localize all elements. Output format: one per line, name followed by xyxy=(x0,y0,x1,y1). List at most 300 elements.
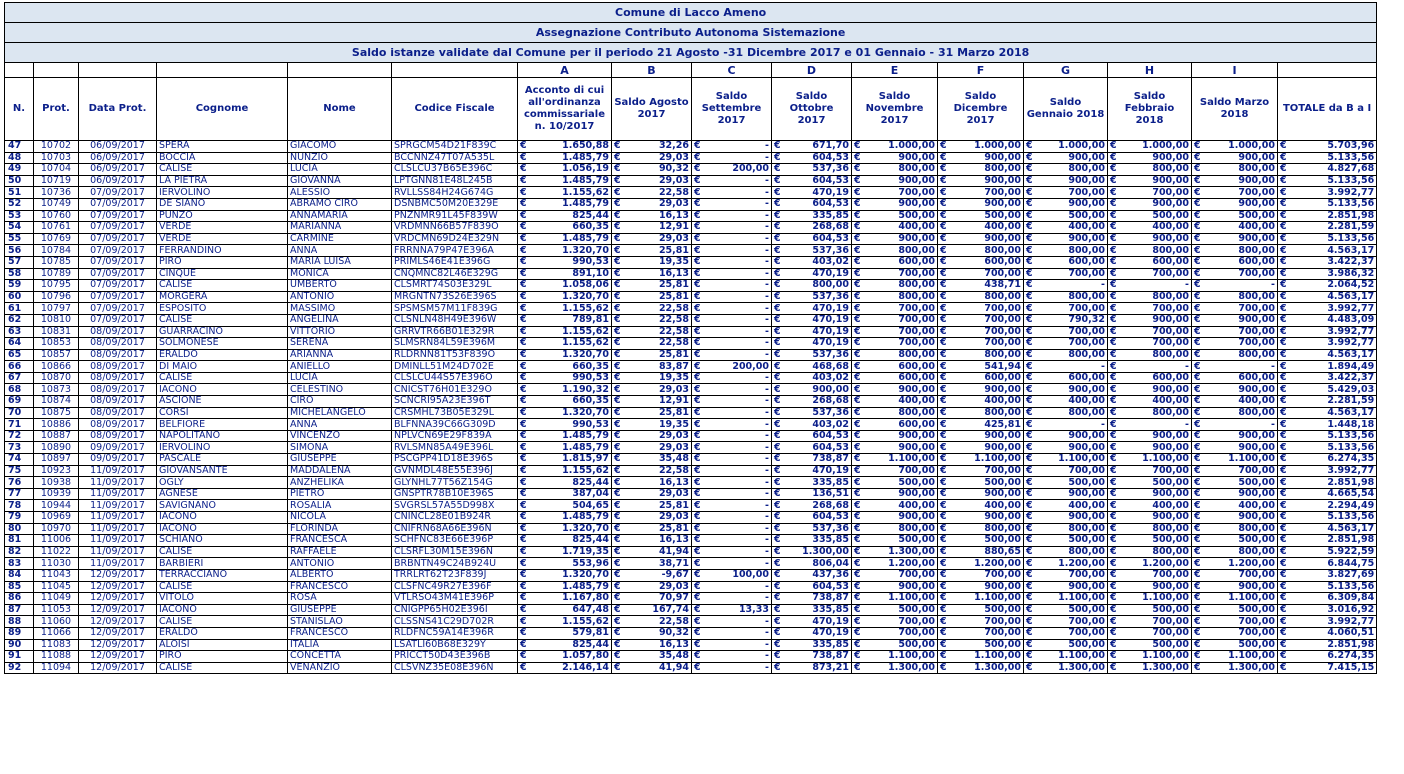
currency-symbol: € xyxy=(1110,650,1117,662)
amount: 3.986,32 xyxy=(1327,268,1375,279)
amount: 136,51 xyxy=(812,488,849,500)
cell-saldo-marzo xyxy=(1192,430,1278,442)
currency-symbol: € xyxy=(1026,627,1033,639)
cell-saldo-agosto xyxy=(612,314,692,326)
cell-saldo-novembre xyxy=(852,164,938,176)
cell-acconto xyxy=(518,662,612,674)
cell-acconto xyxy=(518,303,612,315)
cell-saldo-novembre xyxy=(852,256,938,268)
amount: 1.300,00 xyxy=(974,662,1021,674)
amount: 700,00 xyxy=(898,268,935,279)
cell-n: 57 xyxy=(5,256,34,268)
cell-data-prot: 08/09/2017 xyxy=(79,419,157,431)
cell-saldo-settembre xyxy=(692,488,772,500)
letter-g: G xyxy=(1024,63,1108,78)
amount: 1.485,79 xyxy=(562,175,609,187)
amount: 647,48 xyxy=(572,604,609,616)
currency-symbol: € xyxy=(520,372,527,384)
cell-prot: 11088 xyxy=(34,651,79,663)
cell-saldo-settembre xyxy=(692,164,772,176)
amount: - xyxy=(765,615,769,627)
cell-saldo-agosto xyxy=(612,245,692,257)
amount: 3.422,37 xyxy=(1327,372,1375,384)
currency-symbol: € xyxy=(854,372,861,384)
amount: 800,00 xyxy=(984,523,1021,534)
amount: 604,53 xyxy=(812,198,849,210)
cell-codice-fiscale: BLFNNA39C66G309D xyxy=(392,419,518,431)
cell-saldo-settembre xyxy=(692,303,772,315)
header-n: N. xyxy=(5,78,34,141)
cell-nome: VINCENZO xyxy=(288,430,392,442)
amount: 604,53 xyxy=(812,430,849,442)
amount: 6.274,35 xyxy=(1327,453,1375,465)
amount: 900,00 xyxy=(1238,175,1275,187)
currency-symbol: € xyxy=(940,372,947,384)
amount: 900,00 xyxy=(984,511,1021,523)
currency-symbol: € xyxy=(614,210,621,221)
currency-symbol: € xyxy=(1194,557,1201,569)
currency-symbol: € xyxy=(940,326,947,337)
cell-nome: MICHELANGELO xyxy=(288,407,392,419)
currency-symbol: € xyxy=(520,163,527,175)
currency-symbol: € xyxy=(940,279,947,291)
amount: 1.719,35 xyxy=(562,546,609,558)
cell-saldo-marzo xyxy=(1192,152,1278,164)
currency-symbol: € xyxy=(520,534,527,546)
amount: 5.133,56 xyxy=(1327,233,1375,245)
cell-saldo-dicembre xyxy=(938,488,1024,500)
cell-saldo-dicembre xyxy=(938,164,1024,176)
table-row xyxy=(5,164,1377,176)
cell-totale xyxy=(1278,326,1377,338)
amount: 900,00 xyxy=(1152,430,1189,442)
amount: 470,19 xyxy=(812,337,849,349)
currency-symbol: € xyxy=(1110,372,1117,384)
cell-saldo-febbraio xyxy=(1108,198,1192,210)
cell-saldo-settembre xyxy=(692,152,772,164)
amount: 700,00 xyxy=(1238,268,1275,279)
cell-nome: ANIELLO xyxy=(288,361,392,373)
amount: 500,00 xyxy=(898,476,935,488)
amount: 425,81 xyxy=(984,418,1021,430)
cell-acconto xyxy=(518,558,612,570)
cell-cognome: ESPOSITO xyxy=(157,303,288,315)
currency-symbol: € xyxy=(854,210,861,221)
cell-nome: ANTONIO xyxy=(288,291,392,303)
currency-symbol: € xyxy=(1280,326,1287,337)
amount: 335,85 xyxy=(812,639,849,650)
table-row xyxy=(5,314,1377,326)
cell-data-prot: 07/09/2017 xyxy=(79,314,157,326)
cell-saldo-ottobre xyxy=(772,141,852,153)
currency-symbol: € xyxy=(774,534,781,546)
amount: 600,00 xyxy=(898,418,935,430)
currency-symbol: € xyxy=(854,488,861,500)
currency-symbol: € xyxy=(1110,499,1117,511)
cell-saldo-febbraio xyxy=(1108,314,1192,326)
cell-prot: 10887 xyxy=(34,430,79,442)
cell-saldo-agosto xyxy=(612,454,692,466)
currency-symbol: € xyxy=(1194,523,1201,534)
cell-nome: ITALIA xyxy=(288,639,392,651)
cell-saldo-novembre xyxy=(852,512,938,524)
amount: 4.563,17 xyxy=(1327,349,1375,360)
amount: 1.485,79 xyxy=(562,152,609,163)
table-row xyxy=(5,627,1377,639)
amount: 900,00 xyxy=(1152,488,1189,500)
currency-symbol: € xyxy=(1280,465,1287,476)
table-row xyxy=(5,233,1377,245)
cell-saldo-dicembre xyxy=(938,442,1024,454)
cell-saldo-novembre xyxy=(852,477,938,489)
cell-prot: 10866 xyxy=(34,361,79,373)
currency-symbol: € xyxy=(520,349,527,360)
currency-symbol: € xyxy=(614,650,621,662)
cell-saldo-febbraio xyxy=(1108,442,1192,454)
amount: 537,36 xyxy=(812,244,849,256)
currency-symbol: € xyxy=(1110,441,1117,453)
currency-symbol: € xyxy=(1280,140,1287,152)
cell-acconto xyxy=(518,569,612,581)
amount: 335,85 xyxy=(812,534,849,546)
table-row xyxy=(5,338,1377,350)
cell-data-prot: 06/09/2017 xyxy=(79,164,157,176)
cell-saldo-novembre xyxy=(852,198,938,210)
amount: 468,68 xyxy=(812,360,849,372)
cell-data-prot: 06/09/2017 xyxy=(79,175,157,187)
currency-symbol: € xyxy=(774,569,781,581)
cell-saldo-febbraio xyxy=(1108,291,1192,303)
cell-n: 54 xyxy=(5,222,34,234)
currency-symbol: € xyxy=(1110,604,1117,616)
cell-saldo-ottobre xyxy=(772,245,852,257)
cell-prot: 10796 xyxy=(34,291,79,303)
amount: 1.300,00 xyxy=(1228,662,1275,674)
amount: 800,00 xyxy=(1152,291,1189,303)
currency-symbol: € xyxy=(774,198,781,210)
amount: 25,81 xyxy=(658,349,689,360)
cell-n: 88 xyxy=(5,616,34,628)
cell-data-prot: 08/09/2017 xyxy=(79,407,157,419)
currency-symbol: € xyxy=(774,476,781,488)
currency-symbol: € xyxy=(1280,581,1287,592)
currency-symbol: € xyxy=(614,256,621,268)
cell-saldo-dicembre xyxy=(938,222,1024,234)
currency-symbol: € xyxy=(1026,372,1033,384)
cell-saldo-febbraio xyxy=(1108,268,1192,280)
amount: 1.000,00 xyxy=(1228,140,1275,152)
amount: 1.100,00 xyxy=(1142,650,1189,662)
amount: 800,00 xyxy=(812,279,849,291)
cell-saldo-settembre xyxy=(692,210,772,222)
currency-symbol: € xyxy=(1110,233,1117,245)
cell-saldo-febbraio xyxy=(1108,280,1192,292)
cell-saldo-settembre xyxy=(692,175,772,187)
amount: - xyxy=(765,383,769,395)
cell-saldo-dicembre xyxy=(938,581,1024,593)
currency-symbol: € xyxy=(614,314,621,326)
cell-n: 72 xyxy=(5,430,34,442)
table-row xyxy=(5,175,1377,187)
currency-symbol: € xyxy=(1110,615,1117,627)
amount: 29,03 xyxy=(658,488,689,500)
amount: 400,00 xyxy=(1068,221,1105,233)
amount: 500,00 xyxy=(984,210,1021,221)
amount: 29,03 xyxy=(658,383,689,395)
currency-symbol: € xyxy=(694,639,701,650)
amount: 2.851,98 xyxy=(1327,210,1375,221)
amount: 3.992,77 xyxy=(1327,615,1375,627)
table-row xyxy=(5,500,1377,512)
cell-saldo-settembre xyxy=(692,430,772,442)
cell-saldo-marzo xyxy=(1192,627,1278,639)
amount: 900,00 xyxy=(984,430,1021,442)
cell-nome: FRANCESCA xyxy=(288,535,392,547)
amount: 16,13 xyxy=(658,639,689,650)
amount: - xyxy=(765,326,769,337)
amount: 470,19 xyxy=(812,627,849,639)
cell-cognome: BOCCIA xyxy=(157,152,288,164)
cell-saldo-ottobre xyxy=(772,442,852,454)
amount: 400,00 xyxy=(1238,395,1275,407)
currency-symbol: € xyxy=(1280,163,1287,175)
cell-saldo-ottobre xyxy=(772,569,852,581)
currency-symbol: € xyxy=(614,198,621,210)
currency-symbol: € xyxy=(694,407,701,418)
cell-prot: 10873 xyxy=(34,384,79,396)
cell-codice-fiscale: FRRNNA79P47E396A xyxy=(392,245,518,257)
currency-symbol: € xyxy=(694,465,701,476)
currency-symbol: € xyxy=(614,186,621,198)
cell-saldo-ottobre xyxy=(772,314,852,326)
cell-saldo-ottobre xyxy=(772,222,852,234)
currency-symbol: € xyxy=(1026,163,1033,175)
amount: 100,00 xyxy=(732,569,769,581)
cell-saldo-febbraio xyxy=(1108,396,1192,408)
amount: 5.133,56 xyxy=(1327,198,1375,210)
amount: - xyxy=(1101,418,1105,430)
currency-symbol: € xyxy=(854,662,861,674)
cell-nome: ANZHELIKA xyxy=(288,477,392,489)
letter-e: E xyxy=(852,63,938,78)
amount: 1.155,62 xyxy=(562,326,609,337)
cell-n: 62 xyxy=(5,314,34,326)
cell-n: 91 xyxy=(5,651,34,663)
cell-saldo-gennaio xyxy=(1024,396,1108,408)
cell-saldo-dicembre xyxy=(938,662,1024,674)
currency-symbol: € xyxy=(1026,140,1033,152)
cell-n: 84 xyxy=(5,569,34,581)
cell-saldo-settembre xyxy=(692,372,772,384)
cell-saldo-gennaio xyxy=(1024,314,1108,326)
cell-saldo-marzo xyxy=(1192,338,1278,350)
cell-saldo-novembre xyxy=(852,535,938,547)
cell-saldo-agosto xyxy=(612,627,692,639)
cell-saldo-ottobre xyxy=(772,535,852,547)
currency-symbol: € xyxy=(614,639,621,650)
cell-saldo-ottobre xyxy=(772,616,852,628)
cell-acconto xyxy=(518,210,612,222)
cell-acconto xyxy=(518,361,612,373)
currency-symbol: € xyxy=(1026,546,1033,558)
amount: 12,91 xyxy=(658,221,689,233)
amount: 32,26 xyxy=(658,140,689,152)
currency-symbol: € xyxy=(940,383,947,395)
cell-prot: 11045 xyxy=(34,581,79,593)
currency-symbol: € xyxy=(694,279,701,291)
cell-saldo-agosto xyxy=(612,233,692,245)
cell-nome: MASSIMO xyxy=(288,303,392,315)
cell-saldo-novembre xyxy=(852,488,938,500)
cell-saldo-settembre xyxy=(692,198,772,210)
amount: 900,00 xyxy=(1238,488,1275,500)
currency-symbol: € xyxy=(694,233,701,245)
cell-saldo-gennaio xyxy=(1024,523,1108,535)
cell-saldo-dicembre xyxy=(938,338,1024,350)
cell-saldo-novembre xyxy=(852,558,938,570)
currency-symbol: € xyxy=(774,627,781,639)
amount: 504,65 xyxy=(572,499,609,511)
currency-symbol: € xyxy=(774,546,781,558)
cell-data-prot: 08/09/2017 xyxy=(79,372,157,384)
currency-symbol: € xyxy=(1110,534,1117,546)
amount: 268,68 xyxy=(812,395,849,407)
table-row xyxy=(5,372,1377,384)
cell-saldo-ottobre xyxy=(772,523,852,535)
currency-symbol: € xyxy=(1026,256,1033,268)
amount: 1.200,00 xyxy=(1228,557,1275,569)
currency-symbol: € xyxy=(1280,244,1287,256)
amount: - xyxy=(765,488,769,500)
cell-saldo-novembre xyxy=(852,465,938,477)
amount: 700,00 xyxy=(1152,569,1189,581)
cell-prot: 11053 xyxy=(34,604,79,616)
amount: 1.100,00 xyxy=(1228,650,1275,662)
currency-symbol: € xyxy=(694,314,701,326)
cell-acconto xyxy=(518,430,612,442)
cell-saldo-febbraio xyxy=(1108,454,1192,466)
cell-saldo-dicembre xyxy=(938,569,1024,581)
amount: 800,00 xyxy=(1152,244,1189,256)
cell-n: 63 xyxy=(5,326,34,338)
currency-symbol: € xyxy=(940,627,947,639)
currency-symbol: € xyxy=(520,592,527,604)
amount: 500,00 xyxy=(984,534,1021,546)
currency-symbol: € xyxy=(1110,511,1117,523)
cell-cognome: IACONO xyxy=(157,512,288,524)
currency-symbol: € xyxy=(1026,395,1033,407)
cell-saldo-marzo xyxy=(1192,662,1278,674)
cell-saldo-settembre xyxy=(692,535,772,547)
cell-cognome: ASCIONE xyxy=(157,396,288,408)
cell-saldo-marzo xyxy=(1192,210,1278,222)
cell-saldo-marzo xyxy=(1192,222,1278,234)
cell-saldo-marzo xyxy=(1192,291,1278,303)
amount: 1.057,80 xyxy=(562,650,609,662)
cell-cognome: CALISE xyxy=(157,546,288,558)
cell-saldo-febbraio xyxy=(1108,384,1192,396)
cell-n: 58 xyxy=(5,268,34,280)
cell-cognome: BARBIERI xyxy=(157,558,288,570)
cell-saldo-gennaio xyxy=(1024,662,1108,674)
amount: 1.056,19 xyxy=(562,163,609,175)
currency-symbol: € xyxy=(1280,430,1287,442)
currency-symbol: € xyxy=(614,302,621,314)
cell-saldo-ottobre xyxy=(772,593,852,605)
currency-symbol: € xyxy=(774,511,781,523)
cell-n: 50 xyxy=(5,175,34,187)
cell-totale xyxy=(1278,430,1377,442)
amount: 1.300,00 xyxy=(1142,662,1189,674)
cell-totale xyxy=(1278,616,1377,628)
cell-saldo-marzo xyxy=(1192,396,1278,408)
cell-saldo-agosto xyxy=(612,303,692,315)
amount: - xyxy=(765,407,769,418)
cell-saldo-dicembre xyxy=(938,326,1024,338)
currency-symbol: € xyxy=(1026,383,1033,395)
currency-symbol: € xyxy=(1280,546,1287,558)
cell-prot: 10702 xyxy=(34,141,79,153)
cell-saldo-novembre xyxy=(852,639,938,651)
cell-cognome: AGNESE xyxy=(157,488,288,500)
currency-symbol: € xyxy=(774,441,781,453)
cell-data-prot: 09/09/2017 xyxy=(79,442,157,454)
cell-prot: 10769 xyxy=(34,233,79,245)
cell-saldo-ottobre xyxy=(772,303,852,315)
currency-symbol: € xyxy=(694,557,701,569)
cell-prot: 10797 xyxy=(34,303,79,315)
amount: 1.300,00 xyxy=(888,546,935,558)
cell-prot: 10969 xyxy=(34,512,79,524)
amount: 600,00 xyxy=(984,256,1021,268)
cell-saldo-febbraio xyxy=(1108,407,1192,419)
currency-symbol: € xyxy=(1026,326,1033,337)
cell-nome: CELESTINO xyxy=(288,384,392,396)
amount: 900,00 xyxy=(1152,441,1189,453)
amount: 29,03 xyxy=(658,198,689,210)
currency-symbol: € xyxy=(1194,511,1201,523)
cell-codice-fiscale: RLDFNC59A14E396R xyxy=(392,627,518,639)
table-row xyxy=(5,465,1377,477)
amount: 800,00 xyxy=(984,349,1021,360)
currency-symbol: € xyxy=(520,441,527,453)
cell-nome: FLORINDA xyxy=(288,523,392,535)
currency-symbol: € xyxy=(940,198,947,210)
amount: 500,00 xyxy=(1068,210,1105,221)
cell-nome: PIETRO xyxy=(288,488,392,500)
cell-codice-fiscale: LSATLI60B68E329Y xyxy=(392,639,518,651)
cell-n: 52 xyxy=(5,198,34,210)
currency-symbol: € xyxy=(694,592,701,604)
cell-totale xyxy=(1278,349,1377,361)
cell-nome: STANISLAO xyxy=(288,616,392,628)
cell-codice-fiscale: NPLVCN69E29F839A xyxy=(392,430,518,442)
currency-symbol: € xyxy=(520,152,527,163)
cell-totale xyxy=(1278,187,1377,199)
currency-symbol: € xyxy=(1110,523,1117,534)
amount: 700,00 xyxy=(898,337,935,349)
cell-saldo-febbraio xyxy=(1108,477,1192,489)
cell-cognome: CALISE xyxy=(157,581,288,593)
cell-totale xyxy=(1278,384,1377,396)
cell-saldo-gennaio xyxy=(1024,210,1108,222)
amount: 900,00 xyxy=(898,511,935,523)
header-saldo-ottobre: Saldo Ottobre 2017 xyxy=(772,78,852,141)
cell-saldo-dicembre xyxy=(938,303,1024,315)
letter-h: H xyxy=(1108,63,1192,78)
cell-saldo-febbraio xyxy=(1108,349,1192,361)
cell-cognome: SOLMONESE xyxy=(157,338,288,350)
